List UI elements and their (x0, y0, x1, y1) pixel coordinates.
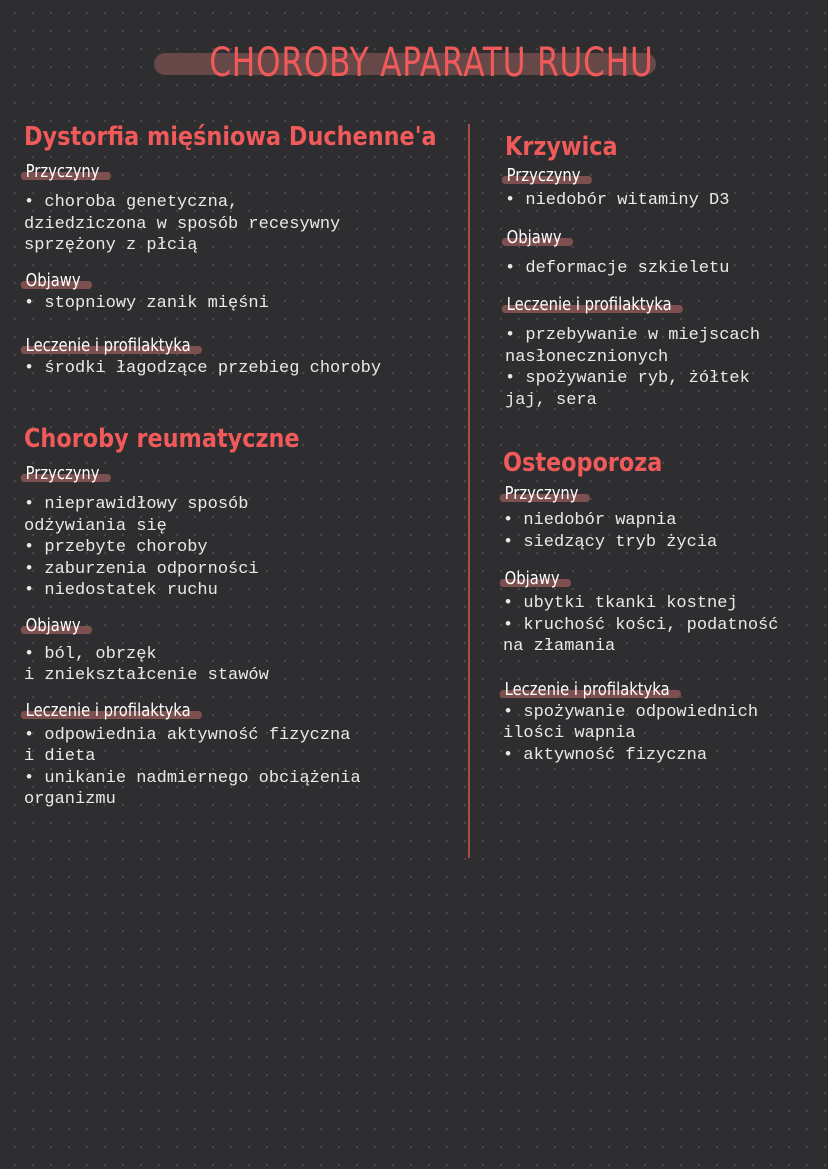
list-item: nasłonecznionych (505, 347, 669, 367)
list-item: • stopniowy zanik mięśni (24, 293, 269, 313)
symptoms-section (505, 218, 823, 280)
list-item: • przebyte choroby (24, 538, 208, 557)
list-item: • spożywanie ryb, żółtek (505, 369, 750, 388)
disease-title: Osteoporoza (503, 448, 663, 478)
symptoms-section (503, 559, 823, 658)
causes-heading: Przyczyny (24, 462, 104, 486)
column-divider (468, 124, 470, 858)
list-item: • choroba genetyczna, (24, 193, 239, 212)
list-item: • ból, obrzęk (24, 644, 157, 664)
list-item: • ubytki tkanki kostnej (503, 594, 738, 613)
list-item: • kruchość kości, podatność (503, 615, 779, 635)
list-item: jaj, sera (505, 390, 597, 410)
list-item: • aktywność fizyczna (503, 745, 708, 765)
list-item: • zaburzenia odporności (24, 559, 259, 579)
causes-heading: Przyczyny (24, 160, 104, 184)
causes-section (24, 154, 454, 257)
causes-section (503, 480, 823, 553)
list-item: • niedobór wapnia (503, 511, 677, 530)
list-item: • deformacje szkieletu (505, 258, 730, 278)
list-item: • siedzący tryb życia (503, 532, 718, 552)
list-item: • spożywanie odpowiednich (503, 702, 759, 722)
list-item: • przebywanie w miejscach (505, 326, 761, 345)
disease-rickets (505, 130, 823, 417)
page-title: CHOROBY APARATU RUCHU (209, 40, 654, 86)
symptoms-section (24, 263, 454, 315)
treatment-section (503, 664, 823, 767)
list-item: • niedostatek ruchu (24, 581, 218, 600)
causes-section (24, 456, 454, 602)
disease-title: Choroby reumatyczne (24, 424, 300, 454)
list-item: organizmu (24, 790, 116, 809)
list-item: • środki łagodzące przebieg choroby (24, 359, 382, 378)
list-item: • nieprawidłowy sposób (24, 495, 249, 514)
disease-rheumatic (24, 422, 454, 817)
symptoms-section (24, 608, 454, 687)
symptoms-heading: Objawy (24, 614, 86, 638)
causes-section (505, 164, 823, 212)
treatment-heading: Leczenie i profilaktyka (24, 699, 196, 723)
list-item: ilości wapnia (503, 724, 636, 743)
page-title-block (154, 32, 656, 94)
list-item: sprzężony z płcią (24, 236, 198, 255)
list-item: i dieta (24, 747, 96, 766)
symptoms-heading: Objawy (24, 269, 86, 293)
treatment-section (24, 693, 454, 811)
disease-duchenne (24, 120, 454, 386)
treatment-section (505, 285, 823, 411)
list-item: i zniekształcenie stawów (24, 666, 269, 685)
disease-title: Dystorfia mięśniowa Duchenne'a (24, 122, 437, 152)
list-item: dziedziczona w sposób recesywny (24, 214, 341, 234)
symptoms-heading: Objawy (503, 567, 565, 591)
symptoms-heading: Objawy (505, 226, 567, 250)
disease-osteoporosis (503, 446, 823, 772)
causes-heading: Przyczyny (505, 164, 585, 188)
list-item: • niedobór witaminy D3 (505, 191, 730, 210)
treatment-heading: Leczenie i profilaktyka (503, 678, 675, 702)
treatment-section (24, 320, 454, 380)
list-item: na złamania (503, 637, 616, 656)
causes-heading: Przyczyny (503, 482, 583, 506)
list-item: • odpowiednia aktywność fizyczna (24, 725, 351, 745)
list-item: odżywiania się (24, 516, 167, 536)
disease-title: Krzywica (505, 132, 618, 162)
treatment-heading: Leczenie i profilaktyka (24, 334, 196, 358)
treatment-heading: Leczenie i profilaktyka (505, 293, 677, 317)
list-item: • unikanie nadmiernego obciążenia (24, 768, 361, 788)
